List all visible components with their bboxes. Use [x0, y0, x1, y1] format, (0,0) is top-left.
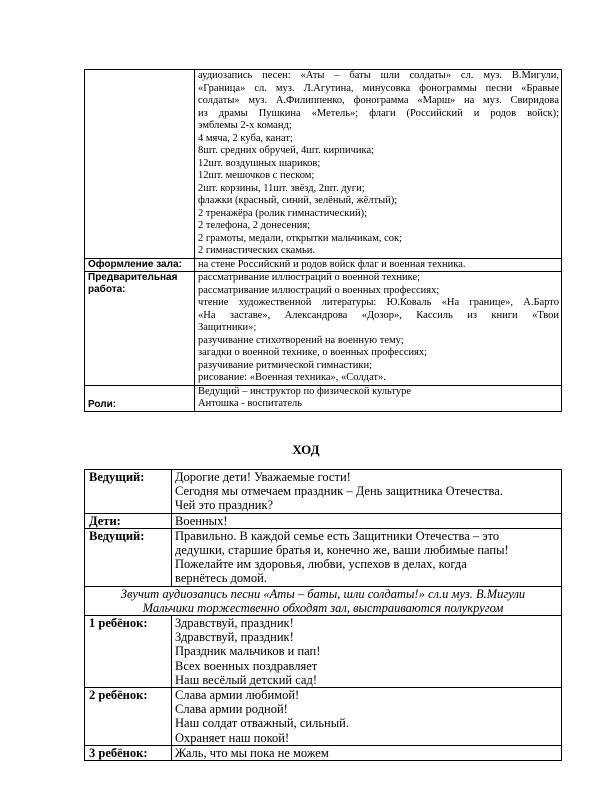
- speaker-lines: [172, 688, 562, 746]
- dialogue-row: [85, 528, 562, 586]
- info-row: [85, 258, 562, 272]
- dialogue-line: Военных!: [175, 513, 228, 528]
- info-line: «Граница» сл. муз. Л.Агутина, минусовка фонограммы песни «Бравые: [198, 82, 559, 94]
- section-heading-hod: ХОД: [292, 442, 320, 457]
- dialogue-line: Здравствуй, праздник!: [175, 616, 294, 631]
- info-row-value: [195, 258, 562, 272]
- stage-direction-line: Звучит аудиозапись песни «Аты – баты, шли солдаты!» сл.и муз. В.Мигули: [120, 586, 526, 601]
- speaker-name: 1 ребёнок:: [85, 616, 172, 688]
- speaker-name: 3 ребёнок:: [85, 745, 172, 760]
- info-row-label: Роли:: [85, 385, 195, 411]
- info-line: загадки о военной технике, о военных профессиях;: [198, 347, 428, 358]
- dialogue-row: [85, 745, 562, 760]
- stage-direction-row: [85, 586, 562, 615]
- info-line: солдаты» муз. А.Филиппенко, фонограмма «Марш» на муз. Свиридова: [198, 95, 559, 106]
- dialogue-line: Наш солдат отважный, сильный.: [175, 716, 349, 731]
- dialogue-row: [85, 616, 562, 688]
- info-line: 2шт. корзины, 11шт. звёзд, 2шт. дуги;: [198, 182, 365, 194]
- info-row: [85, 385, 562, 411]
- info-line: эмблемы 2-х команд;: [198, 120, 292, 131]
- info-line: 12шт. воздушных шариков;: [198, 157, 321, 169]
- dialogue-row: [85, 688, 562, 746]
- info-line: флажки (красный, синий, зелёный, жёлтый);: [198, 195, 398, 206]
- info-line: рассматривание иллюстраций о военной технике;: [198, 272, 421, 283]
- speaker-lines: [172, 528, 562, 586]
- info-line: 2 тренажёра (ролик гимнастический);: [198, 207, 368, 219]
- info-line: Защитники»;: [198, 322, 257, 333]
- info-line: 12шт. мешочков с песком;: [198, 170, 315, 181]
- dialogue-line: Слава армии любимой!: [175, 688, 300, 703]
- info-line: Антошка - воспитатель: [198, 398, 303, 409]
- dialogue-line: Наш весёлый детский сад!: [175, 672, 317, 687]
- dialogue-line: Всех военных поздравляет: [175, 658, 318, 673]
- dialogue-line: Пожелайте им здоровья, любви, успехов в делах, когда: [175, 557, 467, 572]
- info-row-label: Оформление зала:: [85, 258, 195, 272]
- dialogue-line: Дорогие дети! Уважаемые гости!: [175, 470, 351, 484]
- info-line: 8шт. средних обручей, 4шт. кирпичика;: [198, 145, 375, 156]
- dialogue-line: Здравствуй, праздник!: [175, 630, 294, 645]
- dialogue-line: Жаль, что мы пока не можем: [175, 745, 329, 760]
- info-line: Ведущий – инструктор по физической культуре: [198, 385, 412, 397]
- dialogue-line: Чей это праздник?: [175, 498, 274, 513]
- stage-direction: [85, 586, 562, 615]
- speaker-lines: [172, 513, 562, 528]
- info-line: разучивание ритмической гимнастики;: [198, 359, 372, 371]
- info-line: 2 грамоты, медали, открытки мальчикам, сок;: [198, 232, 403, 244]
- info-row-value: [195, 385, 562, 411]
- info-row-value: [195, 70, 562, 259]
- dialogue-line: Слава армии родной!: [175, 702, 288, 717]
- dialogue-row: [85, 470, 562, 514]
- speaker-name: 2 ребёнок:: [85, 688, 172, 746]
- info-line: рассматривание иллюстраций о военных профессиях;: [198, 284, 440, 296]
- info-line: 2 гимнастических скамьи.: [198, 245, 315, 256]
- stage-direction-line: Мальчики торжественно обходят зал, выстраиваются полукругом: [142, 600, 504, 615]
- speaker-name: Дети:: [85, 513, 172, 528]
- info-line: чтение художественной литературы: Ю.Коваль «На границе», А.Барто: [198, 297, 559, 308]
- speaker-lines: [172, 745, 562, 760]
- info-row-label: [85, 70, 195, 259]
- event-details-table: [84, 69, 562, 412]
- info-line: на стене Российский и родов войск флаг и военная техника.: [198, 258, 466, 270]
- info-line: из драмы Пушкина «Метель»; флаги (Российский и родов войск);: [198, 107, 559, 119]
- info-line: 2 телефона, 2 донесения;: [198, 220, 311, 231]
- dialogue-line: дедушки, старшие братья и, конечно же, ваши любимые папы!: [175, 543, 509, 558]
- info-line: «На заставе», Александрова «Дозор», Кассиль из книги «Твои: [198, 309, 559, 321]
- info-line: 4 мяча, 2 куба, канат;: [198, 132, 293, 144]
- info-row-label: Предварительная работа:: [85, 272, 195, 386]
- dialogue-line: Праздник мальчиков и пап!: [175, 644, 321, 659]
- info-line: аудиозапись песен: «Аты – баты шли солдаты» сл. муз. В.Мигули,: [198, 70, 559, 81]
- info-row-value: [195, 272, 562, 386]
- dialogue-row: [85, 513, 562, 528]
- dialogue-line: Сегодня мы отмечаем праздник – День защитника Отечества.: [175, 484, 503, 499]
- speaker-lines: [172, 616, 562, 688]
- info-row: [85, 272, 562, 386]
- script-table: [84, 469, 562, 761]
- speaker-lines: [172, 470, 562, 514]
- info-row: [85, 70, 562, 259]
- dialogue-line: Охраняет наш покой!: [175, 730, 290, 745]
- speaker-name: Ведущий:: [85, 470, 172, 514]
- dialogue-line: Правильно. В каждой семье есть Защитники Отечества – это: [175, 528, 500, 543]
- info-line: рисование: «Военная техника», «Солдат».: [198, 372, 386, 383]
- speaker-name: Ведущий:: [85, 528, 172, 586]
- dialogue-line: вернётесь домой.: [175, 571, 267, 586]
- info-line: разучивание стихотворений на военную тему;: [198, 334, 404, 346]
